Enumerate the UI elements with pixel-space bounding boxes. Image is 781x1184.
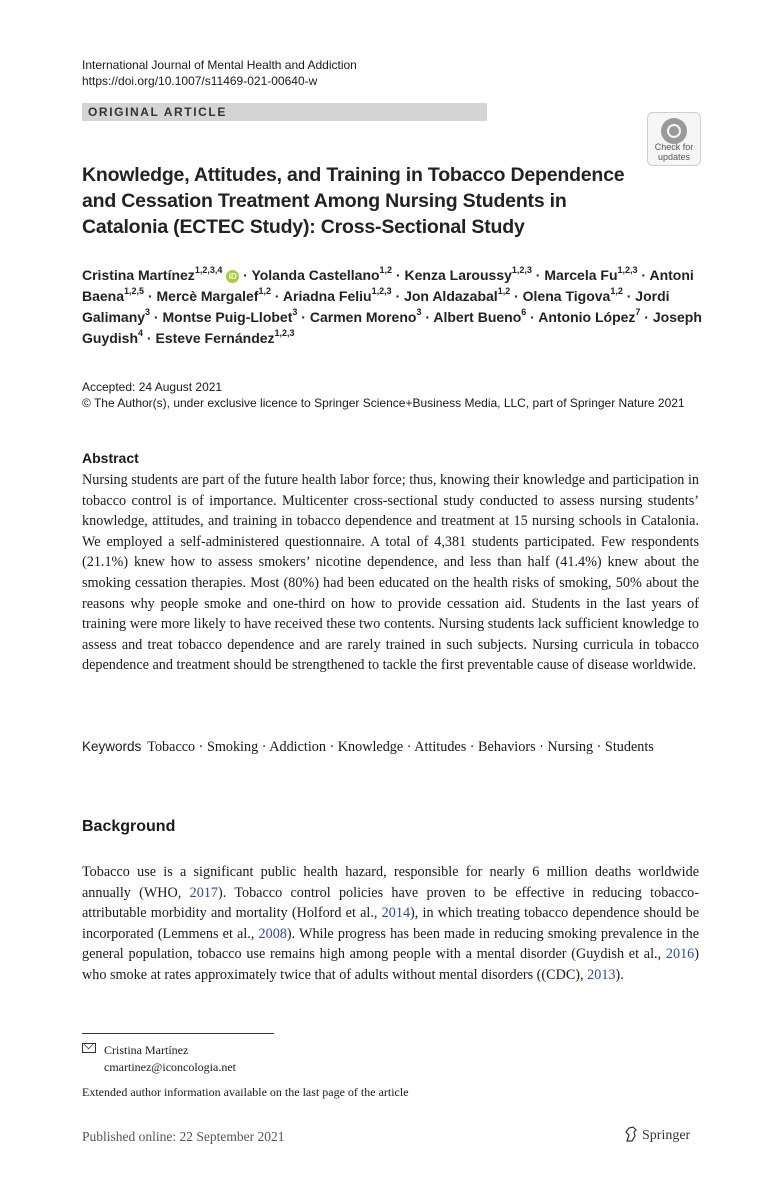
footnote-divider bbox=[82, 1033, 274, 1034]
author-name: Esteve Fernández$^{1,2,3}$ bbox=[155, 328, 295, 346]
correspondence bbox=[82, 1042, 236, 1076]
author-name: Albert Bueno$^6$ bbox=[433, 307, 527, 325]
author-affiliation: 1,2,3 bbox=[617, 265, 638, 276]
background-heading: Background bbox=[82, 818, 176, 835]
author-affiliation: 3 bbox=[292, 307, 298, 318]
article-dates bbox=[82, 380, 685, 411]
author-name: Antoni Baena$^{1,2,5}$ bbox=[82, 267, 694, 304]
citation-link[interactable]: 2008 bbox=[258, 925, 287, 942]
author-affiliation: 1,2,3 bbox=[511, 265, 532, 276]
author-name: Olena Tigova$^{1,2}$ bbox=[522, 286, 623, 304]
author-affiliation: 1,2,5 bbox=[124, 286, 145, 297]
author-name: Marcela Fu$^{1,2,3}$ bbox=[544, 265, 638, 283]
correspondence-email[interactable]: cmartinez@iconcologia.net bbox=[104, 1060, 236, 1074]
author-name: Antonio López$^7$ bbox=[538, 307, 641, 325]
publisher-logo bbox=[624, 1126, 690, 1144]
author-list: Cristina Martínez$^{1,2,3,4}$ iD · Yolanda Castellano$^{1,2}$ · Kenza Laroussy$^{1,2,3}$ · Marcela Fu$^{1,2,3}$ · Antoni Baena$^{1,2,5}$ · Mercè Margalef$^{1,2}$ · Ariadna Feliu$^{1,2,3}$ · Jon Aldazabal$^{1,2}$ · Olena Tigova$^{1,2}$ · Jordi Galimany$^3$ · Montse Puig-Llobet$^3$ · Carmen Moreno$^3$ · Albert Bueno$^6$ · Antonio López$^7$ · Joseph Guydish$^4$ · Esteve Fernández$^{1,2,3}$ bbox=[82, 265, 702, 346]
article-title: Knowledge, Attitudes, and Training in Tobacco Dependence and Cessation Treatment Among Nursing Students in Catalonia (ECTEC Study): Cross-Sectional Study bbox=[82, 164, 625, 238]
accepted-date: Accepted: 24 August 2021 bbox=[82, 380, 223, 394]
author-name: Jordi Galimany$^3$ bbox=[82, 288, 670, 325]
check-for-updates-badge[interactable] bbox=[647, 112, 701, 166]
published-date: Published online: 22 September 2021 bbox=[82, 1129, 285, 1144]
check-updates-label: Check for updates bbox=[654, 142, 694, 162]
copyright-line: © The Author(s), under exclusive licence to Springer Science+Business Media, LLC, part of Springer Nature 2021 bbox=[82, 395, 685, 410]
author-affiliation: 1,2,3,4 bbox=[194, 265, 223, 276]
keywords-text: Tobacco · Smoking · Addiction · Knowledge · Attitudes · Behaviors · Nursing · Students bbox=[147, 739, 654, 755]
author-name: Kenza Laroussy$^{1,2,3}$ bbox=[404, 265, 532, 283]
article-type: ORIGINAL ARTICLE bbox=[88, 105, 227, 119]
author-name: Carmen Moreno$^3$ bbox=[309, 307, 422, 325]
author-name: Yolanda Castellano$^{1,2}$ bbox=[251, 265, 393, 283]
keywords-label: Keywords bbox=[82, 739, 142, 754]
author-affiliation: 3 bbox=[145, 307, 151, 318]
abstract-text: Nursing students are part of the future health labor force; thus, knowing their knowledge and participation in tobacco control is of importance. Multicenter cross-sectional study conducted to assess nursing students’ knowledge, attitudes, and training in tobacco dependence and treatment at 15 nursing schools in Catalonia. We employed a self-administered questionnaire. A total of 4,381 students participated. Few respondents (21.1%) knew how to assess smokers’ nicotine dependence, and less than half (41.4%) knew about the smoking cessation therapies. Most (80%) had been educated on the health risks of smoking, 50% about the reasons why people smoke and one-third on how to provide cessation aid. Students in the last years of training were more likely to have received these two contents. Nursing students lack sufficient knowledge to assess and treat tobacco dependence and are rarely trained in such subjects. Nursing curricula in tobacco dependence and treatment should be strengthened to tackle the first preventable cause of disease worldwide. bbox=[82, 472, 699, 674]
envelope-icon bbox=[82, 1043, 96, 1053]
author-affiliation: 7 bbox=[635, 307, 641, 318]
author-name: Montse Puig-Llobet$^3$ bbox=[162, 307, 298, 325]
check-updates-icon bbox=[661, 118, 687, 144]
author-affiliation: 3 bbox=[416, 307, 422, 318]
author-affiliation: 1,2 bbox=[379, 265, 393, 276]
citation-link[interactable]: 2014 bbox=[381, 905, 411, 922]
extended-info: Extended author information available on the last page of the article bbox=[82, 1085, 409, 1099]
keywords bbox=[82, 737, 699, 758]
journal-doi[interactable]: https://doi.org/10.1007/s11469-021-00640-w bbox=[82, 73, 318, 88]
orcid-icon[interactable]: iD bbox=[226, 270, 239, 283]
journal-name: International Journal of Mental Health and Addiction bbox=[82, 58, 357, 72]
author-name: Cristina Martínez$^{1,2,3,4}$ iD bbox=[82, 267, 239, 283]
publisher-name: Springer bbox=[642, 1128, 691, 1143]
abstract-heading: Abstract bbox=[82, 450, 139, 466]
author-name: Joseph Guydish$^4$ bbox=[82, 309, 702, 346]
citation-link[interactable]: 2017 bbox=[189, 884, 218, 901]
author-affiliation: 1,2,3 bbox=[371, 286, 392, 297]
author-affiliation: 1,2,3 bbox=[274, 328, 295, 339]
background-text: Tobacco use is a significant public health hazard, responsible for nearly 6 million deaths worldwide annually (WHO, 2017). Tobacco control policies have proven to be effective in reducing tobacco-attributable morbidity and mortality (Holford et al., 2014), in which treating tobacco dependence should be incorporated (Lemmens et al., 2008). While progress has been made in reducing smoking prevalence in the general population, tobacco use remains high among people with a mental disorder (Guydish et al., 2016) who smoke at rates approximately twice that of adults without mental disorders ((CDC), 2013). bbox=[82, 864, 700, 983]
citation-link[interactable]: 2013 bbox=[587, 966, 616, 983]
author-affiliation: 1,2 bbox=[610, 286, 623, 297]
author-name: Mercè Margalef$^{1,2}$ bbox=[156, 286, 271, 304]
author-name: Ariadna Feliu$^{1,2,3}$ bbox=[282, 286, 392, 304]
author-affiliation: 1,2 bbox=[497, 286, 511, 297]
correspondence-name: Cristina Martínez bbox=[104, 1043, 189, 1057]
author-name: Jon Aldazabal$^{1,2}$ bbox=[404, 286, 511, 304]
springer-horse-icon bbox=[624, 1126, 638, 1142]
author-affiliation: 6 bbox=[521, 307, 527, 318]
journal-header bbox=[82, 58, 357, 89]
citation-link[interactable]: 2016 bbox=[665, 946, 695, 963]
author-affiliation: 1,2 bbox=[258, 286, 271, 297]
author-affiliation: 4 bbox=[138, 328, 144, 339]
